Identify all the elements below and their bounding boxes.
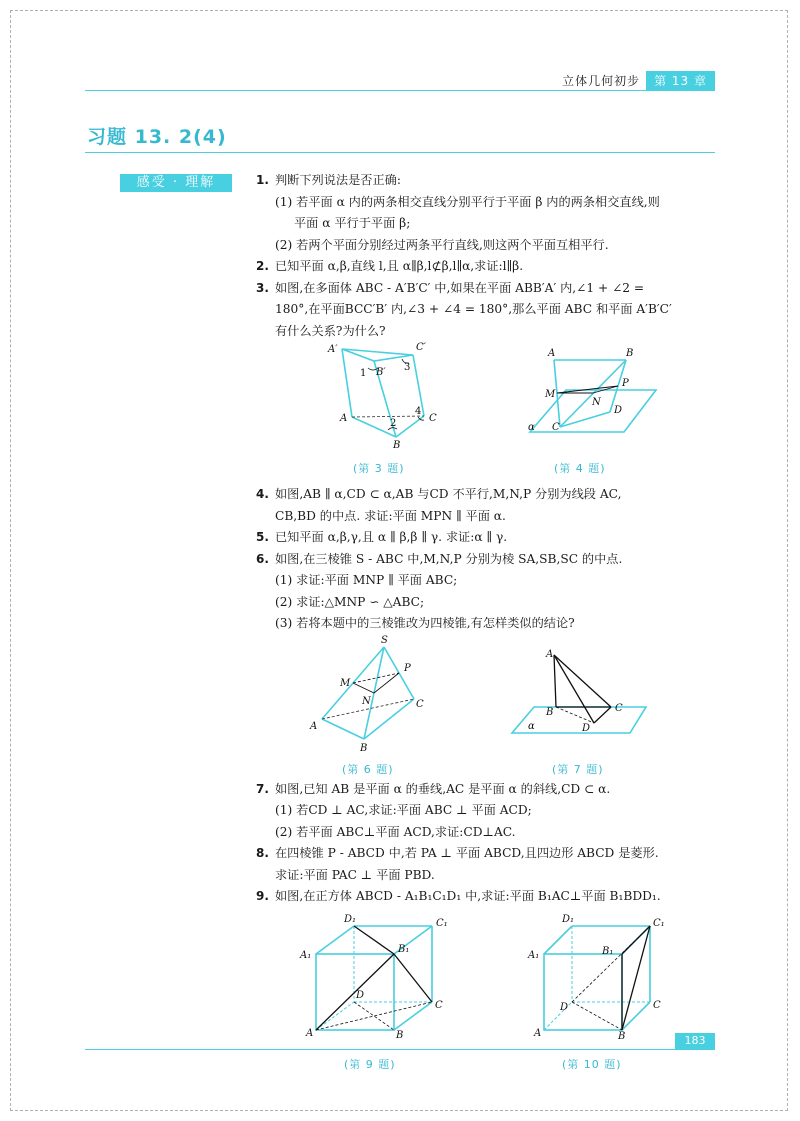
figure-10 (528, 912, 682, 1042)
figure-7-caption: (第 7 题) (552, 762, 604, 776)
problem-3 (256, 278, 716, 300)
fig7-label-alpha: α (528, 720, 535, 732)
fig7-label-b: B (546, 706, 554, 718)
fig10-label-c: C (653, 999, 661, 1011)
fig9-label-c: C (435, 999, 443, 1011)
figure-row-3-4 (256, 342, 716, 484)
problem-text: 如图,在正方体 ABCD - A₁B₁C₁D₁ 中,求证:平面 B₁AC⊥平面 B₁BDD₁. (275, 889, 661, 903)
fig9-label-b1: B₁ (398, 943, 410, 955)
problem-number: 8. (256, 846, 269, 860)
fig4-label-alpha: α (528, 422, 535, 433)
fig6-label-m: M (340, 677, 351, 689)
fig9-label-c1: C₁ (436, 917, 448, 929)
problem-number: 2. (256, 259, 269, 273)
problem-1 (256, 170, 716, 192)
problem-text: 在四棱锥 P - ABCD 中,若 PA ⊥ 平面 ABCD,且四边形 ABCD 是菱形. (275, 846, 659, 860)
problem-6 (256, 549, 716, 571)
figure-row-6-7 (256, 635, 716, 779)
fig10-label-a: A (534, 1027, 542, 1039)
fig3-label-b: B (393, 440, 401, 451)
header-divider (85, 90, 715, 91)
running-header (562, 71, 715, 89)
figure-4 (518, 350, 658, 444)
fig6-label-b: B (360, 742, 368, 754)
problem-text: 已知平面 α,β,γ,且 α ∥ β,β ∥ γ. 求证:α ∥ γ. (275, 530, 508, 544)
fig4-label-c: C (552, 422, 560, 433)
fig3-label-a: A (340, 413, 348, 424)
problem-list (256, 170, 716, 1071)
fig6-label-n: N (362, 695, 371, 707)
fig6-label-s: S (381, 634, 388, 646)
problem-number: 1. (256, 173, 269, 187)
problem-text: 已知平面 α,β,直线 l,且 α∥β,l⊄β,l∥α,求证:l∥β. (275, 259, 524, 273)
section-tag: 感受 · 理解 (120, 174, 232, 192)
fig3-label-1: 1 (360, 368, 367, 379)
problem-1-part-1: (1) 若平面 α 内的两条相交直线分别平行于平面 β 内的两条相交直线,则 (275, 194, 660, 209)
fig10-label-b1: B₁ (602, 945, 614, 957)
problem-8-line-2: 求证:平面 PAC ⊥ 平面 PBD. (275, 867, 435, 882)
fig4-label-n: N (592, 397, 601, 408)
title-divider (85, 152, 715, 153)
problem-6-part-1: (1) 求证:平面 MNP ∥ 平面 ABC; (275, 573, 458, 587)
fig10-label-b: B (618, 1030, 626, 1042)
fig7-label-a: A (546, 648, 554, 660)
footer-divider (85, 1049, 715, 1050)
fig10-label-d: D (560, 1001, 569, 1013)
problem-9 (256, 886, 716, 908)
fig7-label-c: C (615, 702, 623, 714)
problem-text: 如图,在多面体 ABC - A′B′C′ 中,如果在平面 ABB′A′ 内,∠1 + ∠2 = (275, 280, 645, 295)
header-chapter-badge: 第 13 章 (646, 71, 715, 90)
problem-number: 6. (256, 551, 269, 566)
problem-text: 判断下列说法是否正确: (275, 173, 401, 187)
header-section: 立体几何初步 (562, 73, 641, 88)
fig9-label-a: A (306, 1027, 314, 1039)
problem-number: 7. (256, 781, 269, 796)
problem-4-line-2: CB,BD 的中点. 求证:平面 MPN ∥ 平面 α. (275, 508, 506, 523)
problem-3-line-3: 有什么关系?为什么? (275, 323, 386, 338)
problem-number: 5. (256, 530, 269, 544)
fig3-label-c: C (429, 413, 437, 424)
figure-9-caption: (第 9 题) (344, 1057, 396, 1071)
fig4-label-b: B (626, 348, 634, 359)
fig3-label-c-prime: C′ (416, 342, 426, 353)
figure-7 (512, 649, 652, 741)
fig10-label-a1: A₁ (528, 949, 540, 961)
fig4-label-a: A (548, 348, 556, 359)
problem-7-part-1: (1) 若CD ⊥ AC,求证:平面 ABC ⊥ 平面 ACD; (275, 803, 532, 817)
fig9-label-b: B (396, 1029, 404, 1041)
fig9-label-d: D (356, 989, 365, 1001)
problem-1-part-1-cont: 平面 α 平行于平面 β; (294, 216, 411, 230)
fig10-label-c1: C₁ (653, 917, 665, 929)
problem-8 (256, 843, 716, 865)
figure-6-caption: (第 6 题) (342, 762, 394, 776)
problem-7 (256, 779, 716, 801)
figure-3 (316, 344, 446, 456)
exercise-title: 习题 13. 2(4) (87, 126, 227, 148)
figure-9 (300, 912, 450, 1040)
fig3-label-b-prime: B′ (376, 367, 386, 378)
fig6-label-a: A (310, 720, 318, 732)
page-number: 183 (675, 1033, 715, 1049)
figure-3-caption: (第 3 题) (353, 462, 405, 475)
problem-text: 如图,AB ∥ α,CD ⊂ α,AB 与CD 不平行,M,N,P 分别为线段 AC, (275, 487, 622, 501)
fig4-label-d: D (614, 405, 623, 416)
problem-4 (256, 484, 716, 506)
fig3-label-a-prime: A′ (328, 344, 338, 355)
fig6-label-p: P (404, 662, 411, 674)
figure-4-caption: (第 4 题) (554, 462, 606, 475)
figure-6 (308, 635, 428, 753)
problem-5 (256, 527, 716, 549)
problem-number: 9. (256, 889, 269, 903)
fig7-label-d: D (582, 722, 591, 734)
fig10-label-d1: D₁ (562, 913, 575, 925)
problem-6-part-2: (2) 求证:△MNP ∽ △ABC; (275, 594, 425, 609)
fig9-label-a1: A₁ (300, 949, 312, 961)
problem-2 (256, 256, 716, 278)
figure-10-caption: (第 10 题) (562, 1057, 622, 1071)
fig6-label-c: C (416, 698, 424, 710)
fig4-label-p: P (622, 378, 629, 389)
problem-3-line-2: 180°,在平面BCC′B′ 内,∠3 + ∠4 = 180°,那么平面 ABC 和平面 A′B′C′ (275, 302, 672, 316)
problem-text: 如图,已知 AB 是平面 α 的垂线,AC 是平面 α 的斜线,CD ⊂ α. (275, 781, 611, 796)
problem-text: 如图,在三棱锥 S - ABC 中,M,N,P 分别为棱 SA,SB,SC 的中点. (275, 551, 623, 566)
problem-6-part-3: (3) 若将本题中的三棱锥改为四棱锥,有怎样类似的结论? (275, 616, 575, 630)
fig3-label-3: 3 (404, 362, 411, 373)
problem-number: 3. (256, 280, 269, 295)
problem-number: 4. (256, 487, 269, 501)
fig3-label-4: 4 (415, 406, 422, 417)
problem-1-part-2: (2) 若两个平面分别经过两条平行直线,则这两个平面互相平行. (275, 237, 609, 252)
fig4-label-m: M (545, 389, 556, 400)
fig9-label-d1: D₁ (344, 913, 357, 925)
figure-row-9-10 (256, 908, 716, 1071)
fig3-label-2: 2 (390, 418, 397, 429)
problem-7-part-2: (2) 若平面 ABC⊥平面 ACD,求证:CD⊥AC. (275, 824, 516, 839)
